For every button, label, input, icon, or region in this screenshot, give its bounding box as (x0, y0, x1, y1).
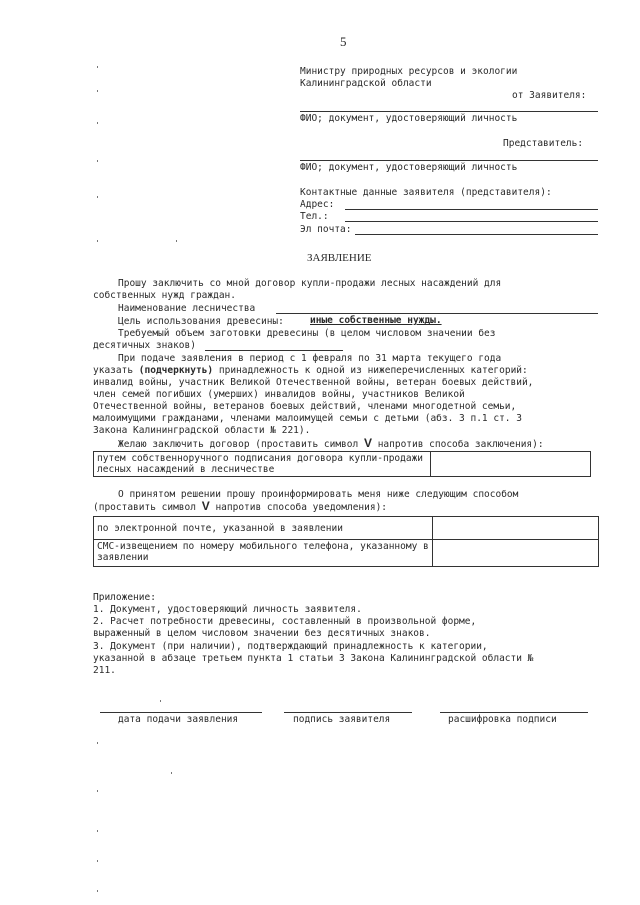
date-caption: дата подачи заявления (118, 714, 239, 725)
scan-speck (97, 742, 98, 744)
scan-speck (97, 830, 98, 832)
contract-options-table (93, 451, 591, 477)
contract-option-row (94, 452, 591, 477)
attachment-item-2-line-1: 2. Расчет потребности древесины, составленный в произвольной форме, (93, 616, 477, 627)
fio-caption-representative: ФИО; документ, удостоверяющий личность (300, 162, 518, 173)
signature-caption: подпись заявителя (293, 714, 391, 725)
v-symbol: V (363, 436, 372, 450)
addressee-line-1: Министру природных ресурсов и экологии (300, 66, 518, 77)
category-line-2b: принадлежность к одной из нижеперечисленных категорий: (218, 365, 528, 376)
request-line-1: Прошу заключить со мной договор купли-продажи лесных насаждений для (118, 278, 502, 289)
notify-line-2a: (проставить символ (93, 502, 196, 513)
scan-speck (160, 700, 161, 702)
representative-label: Представитель: (503, 138, 584, 149)
notify-option-row-email (94, 517, 599, 540)
notify-option-sms-checkbox[interactable] (433, 540, 599, 567)
scan-speck (97, 122, 98, 124)
attachment-item-2-line-2: выраженный в целом числовом значении без десятичных знаков. (93, 628, 431, 639)
notify-option-row-sms (94, 540, 599, 567)
email-field[interactable] (355, 234, 598, 235)
category-line-1: При подаче заявления в период с 1 февраля по 31 марта текущего года (118, 353, 502, 364)
scan-speck (97, 240, 98, 242)
category-underline-hint: (подчеркнуть) (138, 365, 214, 376)
volume-field[interactable] (205, 350, 343, 351)
notify-option-sms-text: СМС-извещением по номеру мобильного телефона, указанному в заявлении (94, 540, 433, 567)
purpose-value: иные собственные нужды. (310, 315, 442, 326)
address-label: Адрес: (300, 199, 335, 210)
category-line-4[interactable]: член семей погибших (умерших) инвалидов войны, участников Великой (93, 389, 465, 400)
purpose-label: Цель использования древесины: (118, 316, 284, 327)
notify-options-table (93, 516, 599, 567)
contract-option-text: путем собственноручного подписания договора купли-продажи лесных насаждений в лесничестве (94, 452, 431, 477)
category-line-2a: указать (93, 365, 134, 376)
category-line-3[interactable]: инвалид войны, участник Великой Отечественной войны, ветеран боевых действий, (93, 377, 534, 388)
page-number: 5 (340, 34, 347, 49)
category-line-5[interactable]: Отечественной войны, ветеранов боевых действий, членами многодетной семьи, (93, 401, 517, 412)
decode-caption: расшифровка подписи (448, 714, 557, 725)
contacts-label: Контактные данные заявителя (представителя): (300, 187, 552, 198)
scan-speck (97, 66, 98, 68)
scan-speck (97, 890, 98, 892)
fio-caption-applicant: ФИО; документ, удостоверяющий личность (300, 113, 518, 124)
contract-label-b: напротив способа заключения): (377, 439, 544, 450)
request-line-2: собственных нужд граждан. (93, 290, 236, 301)
notify-line-1: О принятом решении прошу проинформировать меня ниже следующим способом (118, 489, 519, 500)
from-applicant-label: от Заявителя: (512, 90, 587, 101)
notify-option-email-text: по электронной почте, указанной в заявлении (94, 517, 433, 540)
scan-speck (171, 772, 172, 774)
category-line-6[interactable]: малоимущими гражданами, членами малоимущей семьи с детьми (абз. 3 п.1 ст. 3 (93, 413, 522, 424)
email-label: Эл почта: (300, 224, 352, 235)
address-field[interactable] (345, 209, 598, 210)
signature-field[interactable] (284, 712, 412, 713)
scan-speck (176, 240, 177, 242)
attachment-item-3-line-3: 211. (93, 665, 116, 676)
forestry-field[interactable] (276, 313, 598, 314)
scan-speck (97, 90, 98, 92)
forestry-label: Наименование лесничества (118, 303, 256, 314)
representative-fio-field[interactable] (300, 160, 598, 161)
decode-field[interactable] (440, 712, 588, 713)
addressee-line-2: Калининградской области (300, 78, 432, 89)
v-symbol-2: V (201, 499, 210, 513)
attachment-item-1: 1. Документ, удостоверяющий личность заявителя. (93, 604, 362, 615)
contract-option-checkbox[interactable] (431, 452, 591, 477)
notify-option-email-checkbox[interactable] (433, 517, 599, 540)
volume-line-1: Требуемый объем заготовки древесины (в целом числовом значении без (118, 328, 496, 339)
scan-speck (97, 196, 98, 198)
contract-label-a: Желаю заключить договор (проставить символ (118, 439, 359, 450)
attachment-item-3-line-1: 3. Документ (при наличии), подтверждающий принадлежность к категории, (93, 641, 488, 652)
category-line-7: Закона Калининградской области № 221). (93, 425, 311, 436)
volume-line-2: десятичных знаков) (93, 340, 196, 351)
applicant-fio-field[interactable] (300, 111, 598, 112)
attachment-item-3-line-2: указанной в абзаце третьем пункта 1 статьи 3 Закона Калининградской области № (93, 653, 534, 664)
scan-speck (97, 790, 98, 792)
document-title: ЗАЯВЛЕНИЕ (307, 252, 372, 264)
scan-speck (97, 160, 98, 162)
date-field[interactable] (100, 712, 262, 713)
phone-label: Тел.: (300, 211, 329, 222)
phone-field[interactable] (345, 221, 598, 222)
scan-speck (97, 860, 98, 862)
attachments-heading: Приложение: (93, 592, 156, 603)
notify-line-2b: напротив способа уведомления): (215, 502, 388, 513)
